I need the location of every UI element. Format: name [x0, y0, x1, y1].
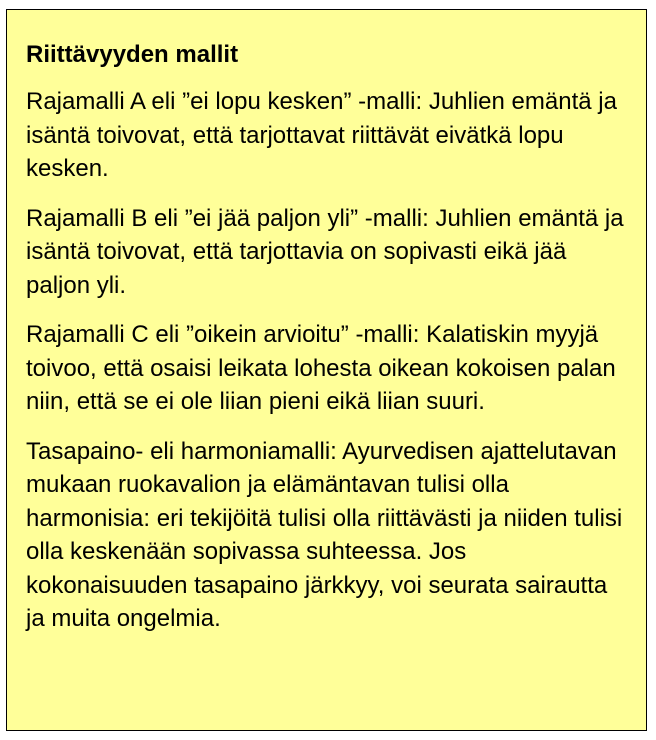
paragraph-harmoniamalli: Tasapaino- eli harmoniamalli: Ayurvedisen ajattelutavan mukaan ruokavalion ja elämäntavan tulisi olla harmonisia: eri tekijöitä tulisi olla riittävästi ja niiden tulisi olla keskenään sopivassa suhteessa. Jos kokonaisuuden tasapaino järkkyy, voi seurata sairautta ja muita ongelmia. [26, 437, 623, 632]
paragraph-rajamalli-c: Rajamalli C eli ”oikein arvioitu” -malli: Kalatiskin myyjä toivoo, että osaisi leikata lohesta oikean kokoisen palan niin, että se ei ole liian pieni eikä liian suuri. [26, 321, 616, 415]
paragraph-rajamalli-a: Rajamalli A eli ”ei lopu kesken” -malli: Juhlien emäntä ja isäntä toivovat, että tarjottavat riittävät eivätkä lopu kesken. [26, 88, 617, 182]
text-box [6, 9, 647, 731]
box-title: Riittävyyden mallit [26, 41, 239, 68]
paragraph-rajamalli-b: Rajamalli B eli ”ei jää paljon yli” -malli: Juhlien emäntä ja isäntä toivovat, että tarjottavia on sopivasti eikä jää paljon yli. [26, 204, 624, 299]
